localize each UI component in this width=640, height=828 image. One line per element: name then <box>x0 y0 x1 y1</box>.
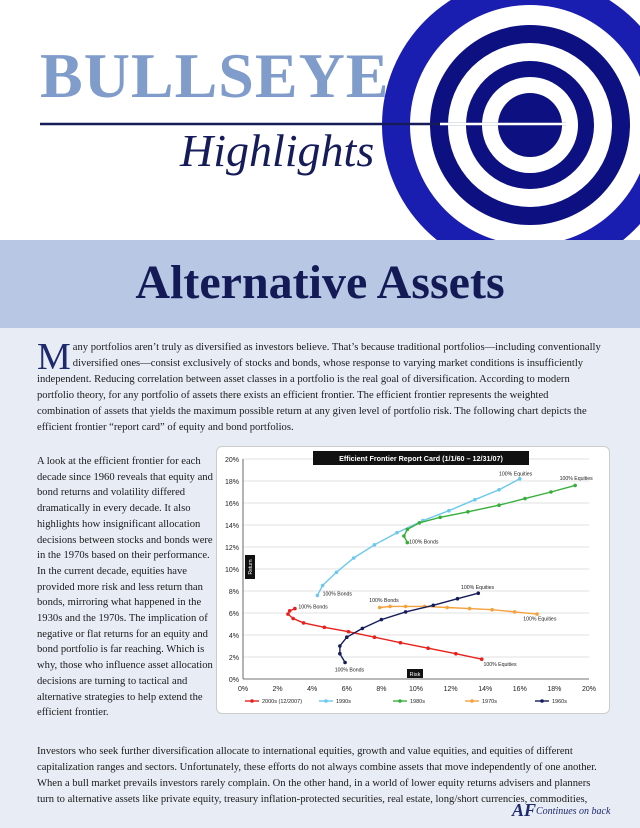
legend-label: 1980s <box>410 699 425 705</box>
data-point <box>445 606 449 610</box>
x-tick-label: 12% <box>443 686 458 693</box>
data-point <box>345 635 349 639</box>
y-tick-label: 18% <box>224 479 239 486</box>
legend-marker <box>470 699 474 703</box>
data-point <box>338 652 342 656</box>
data-point <box>466 510 470 514</box>
point-annotation: 100% Equities <box>483 661 517 668</box>
x-tick-label: 6% <box>341 686 352 693</box>
data-point <box>497 488 501 492</box>
data-point <box>447 509 451 513</box>
y-tick-label: 16% <box>224 501 239 508</box>
data-point <box>378 606 382 610</box>
masthead-subtitle: Highlights <box>180 125 375 176</box>
data-point <box>373 543 377 547</box>
x-tick-label: 2% <box>272 686 283 693</box>
x-tick-label: 0% <box>237 686 249 693</box>
data-point <box>399 641 403 645</box>
point-annotation: 100% Equities <box>523 616 557 623</box>
data-point <box>573 484 577 488</box>
continues-on-back: Continues on back <box>536 806 611 817</box>
data-point <box>347 630 351 634</box>
data-point <box>288 609 292 613</box>
data-point <box>432 604 436 608</box>
legend-marker <box>398 699 402 703</box>
y-tick-label: 12% <box>224 545 239 552</box>
left-column-text: A look at the efficient frontier for each decade since 1960 reveals that equity and bond returns and volatility differed dramatically in every decade. It also highlights how insignificant allocation decisions between stocks and bonds were in the 1970s based on their performance. In the current decade, equities have provided more risk and less return than bonds, mirroring what happened in the 1930s and the 1970s. The implication of negative or flat returns for an equity and bond portfolio is far reaching. Which is why, those who influence asset allocation decisions are turning to tactical and alternative strategies to help extend the efficient frontier. <box>37 456 213 719</box>
point-annotation: 100% Equities <box>460 584 495 591</box>
legend-marker <box>250 699 254 703</box>
y-tick-label: 10% <box>224 567 239 574</box>
point-annotation: 100% Bonds <box>334 667 365 674</box>
point-annotation: 100% Bonds <box>322 591 353 598</box>
point-annotation: 100% Bonds <box>409 539 439 546</box>
data-point <box>549 490 553 494</box>
y-tick-label: 20% <box>224 457 239 464</box>
x-tick-label: 10% <box>408 686 424 693</box>
legend-label: 2000s (12/2007) <box>262 699 303 705</box>
drop-cap: M <box>37 336 71 378</box>
data-point <box>454 652 458 656</box>
legend-marker <box>324 699 328 703</box>
data-point <box>286 612 290 616</box>
x-tick-label: 14% <box>478 686 493 693</box>
point-annotation: 100% Bonds <box>298 604 328 611</box>
data-point <box>404 605 408 609</box>
legend-marker <box>540 699 544 703</box>
data-point <box>490 608 494 612</box>
data-point <box>335 571 339 575</box>
data-point <box>535 612 539 616</box>
x-tick-label: 20% <box>581 686 597 693</box>
x-tick-label: 8% <box>376 686 387 693</box>
series-line <box>288 609 482 660</box>
y-tick-label: 4% <box>228 633 239 640</box>
page-title: Alternative Assets <box>135 256 505 309</box>
y-tick-label: 8% <box>228 589 239 596</box>
data-point <box>523 497 527 501</box>
legend-label: 1960s <box>552 699 567 705</box>
data-point <box>476 591 480 595</box>
x-axis-label: Risk <box>409 672 421 678</box>
bullseye-target-graphic <box>0 0 640 240</box>
data-point <box>426 646 430 650</box>
data-point <box>513 610 517 614</box>
y-tick-label: 6% <box>228 611 239 618</box>
y-tick-label: 14% <box>224 523 239 530</box>
y-tick-label: 0% <box>228 677 239 684</box>
x-tick-label: 18% <box>547 686 562 693</box>
data-point <box>404 610 408 614</box>
data-point <box>456 597 460 601</box>
legend-label: 1970s <box>482 699 497 705</box>
data-point <box>388 605 392 609</box>
efficient-frontier-chart <box>216 446 610 714</box>
point-annotation: 100% Equities <box>559 475 593 482</box>
data-point <box>480 657 484 661</box>
data-point <box>373 635 377 639</box>
data-point <box>302 621 306 625</box>
data-point <box>338 644 342 648</box>
bottom-paragraph: Investors who seek further diversification allocate to international equities, growth and value equities, and equities of different capitalization ranges and sectors. Unfortunately, these efforts do not always combine assets that move independently of one another. When a bull market prevails investors rarely complain. On the other hand, in a world of lower equity returns advisers and planners turn to alternative assets like private equity, treasury inflation-protected securities, real estate, long/short currencies, commodities, <box>37 746 597 805</box>
data-point <box>518 477 522 481</box>
data-point <box>343 661 347 665</box>
chart-svg <box>217 447 609 713</box>
x-tick-label: 16% <box>512 686 527 693</box>
data-point <box>293 607 297 611</box>
point-annotation: 100% Equities <box>499 471 533 478</box>
intro-paragraph <box>37 336 603 436</box>
data-point <box>323 626 327 630</box>
data-point <box>321 584 325 588</box>
data-point <box>418 521 422 525</box>
data-point <box>473 498 477 502</box>
series-line <box>317 479 519 596</box>
x-tick-label: 4% <box>307 686 318 693</box>
y-tick-label: 2% <box>228 655 239 662</box>
data-point <box>316 594 320 598</box>
masthead-title: BULLSEYE <box>40 40 390 111</box>
data-point <box>291 617 295 621</box>
masthead <box>0 0 640 240</box>
data-point <box>352 556 356 560</box>
data-point <box>406 528 410 532</box>
data-point <box>380 618 384 622</box>
data-point <box>438 516 442 520</box>
data-point <box>361 627 365 631</box>
y-axis-label: Return <box>248 559 254 575</box>
series-line <box>340 593 478 662</box>
data-point <box>395 531 399 535</box>
chart-title: Efficient Frontier Report Card (1/1/60 – 12/31/07) <box>339 454 503 463</box>
data-point <box>468 607 472 611</box>
intro-text: any portfolios aren’t truly as diversified as investors believe. That’s because traditional portfolios—including conventionally diversified ones—consist exclusively of stocks and bonds, whose response to varying market conditions is insufficiently independent. Reducing correlation between asset classes in a portfolio is the real goal of diversification. According to modern portfolio theory, for any portfolio of assets there exists an efficient frontier. The efficient frontier represents the weighted combination of assets that yields the maximum possible return at any given level of portfolio risk. The following chart depicts the efficient frontier “report card” of equity and bond portfolios. <box>37 342 601 433</box>
point-annotation: 100% Bonds <box>369 598 399 604</box>
data-point <box>497 503 501 507</box>
footer-logo: AF <box>512 800 537 820</box>
data-point <box>402 534 406 538</box>
legend-label: 1990s <box>336 699 351 705</box>
